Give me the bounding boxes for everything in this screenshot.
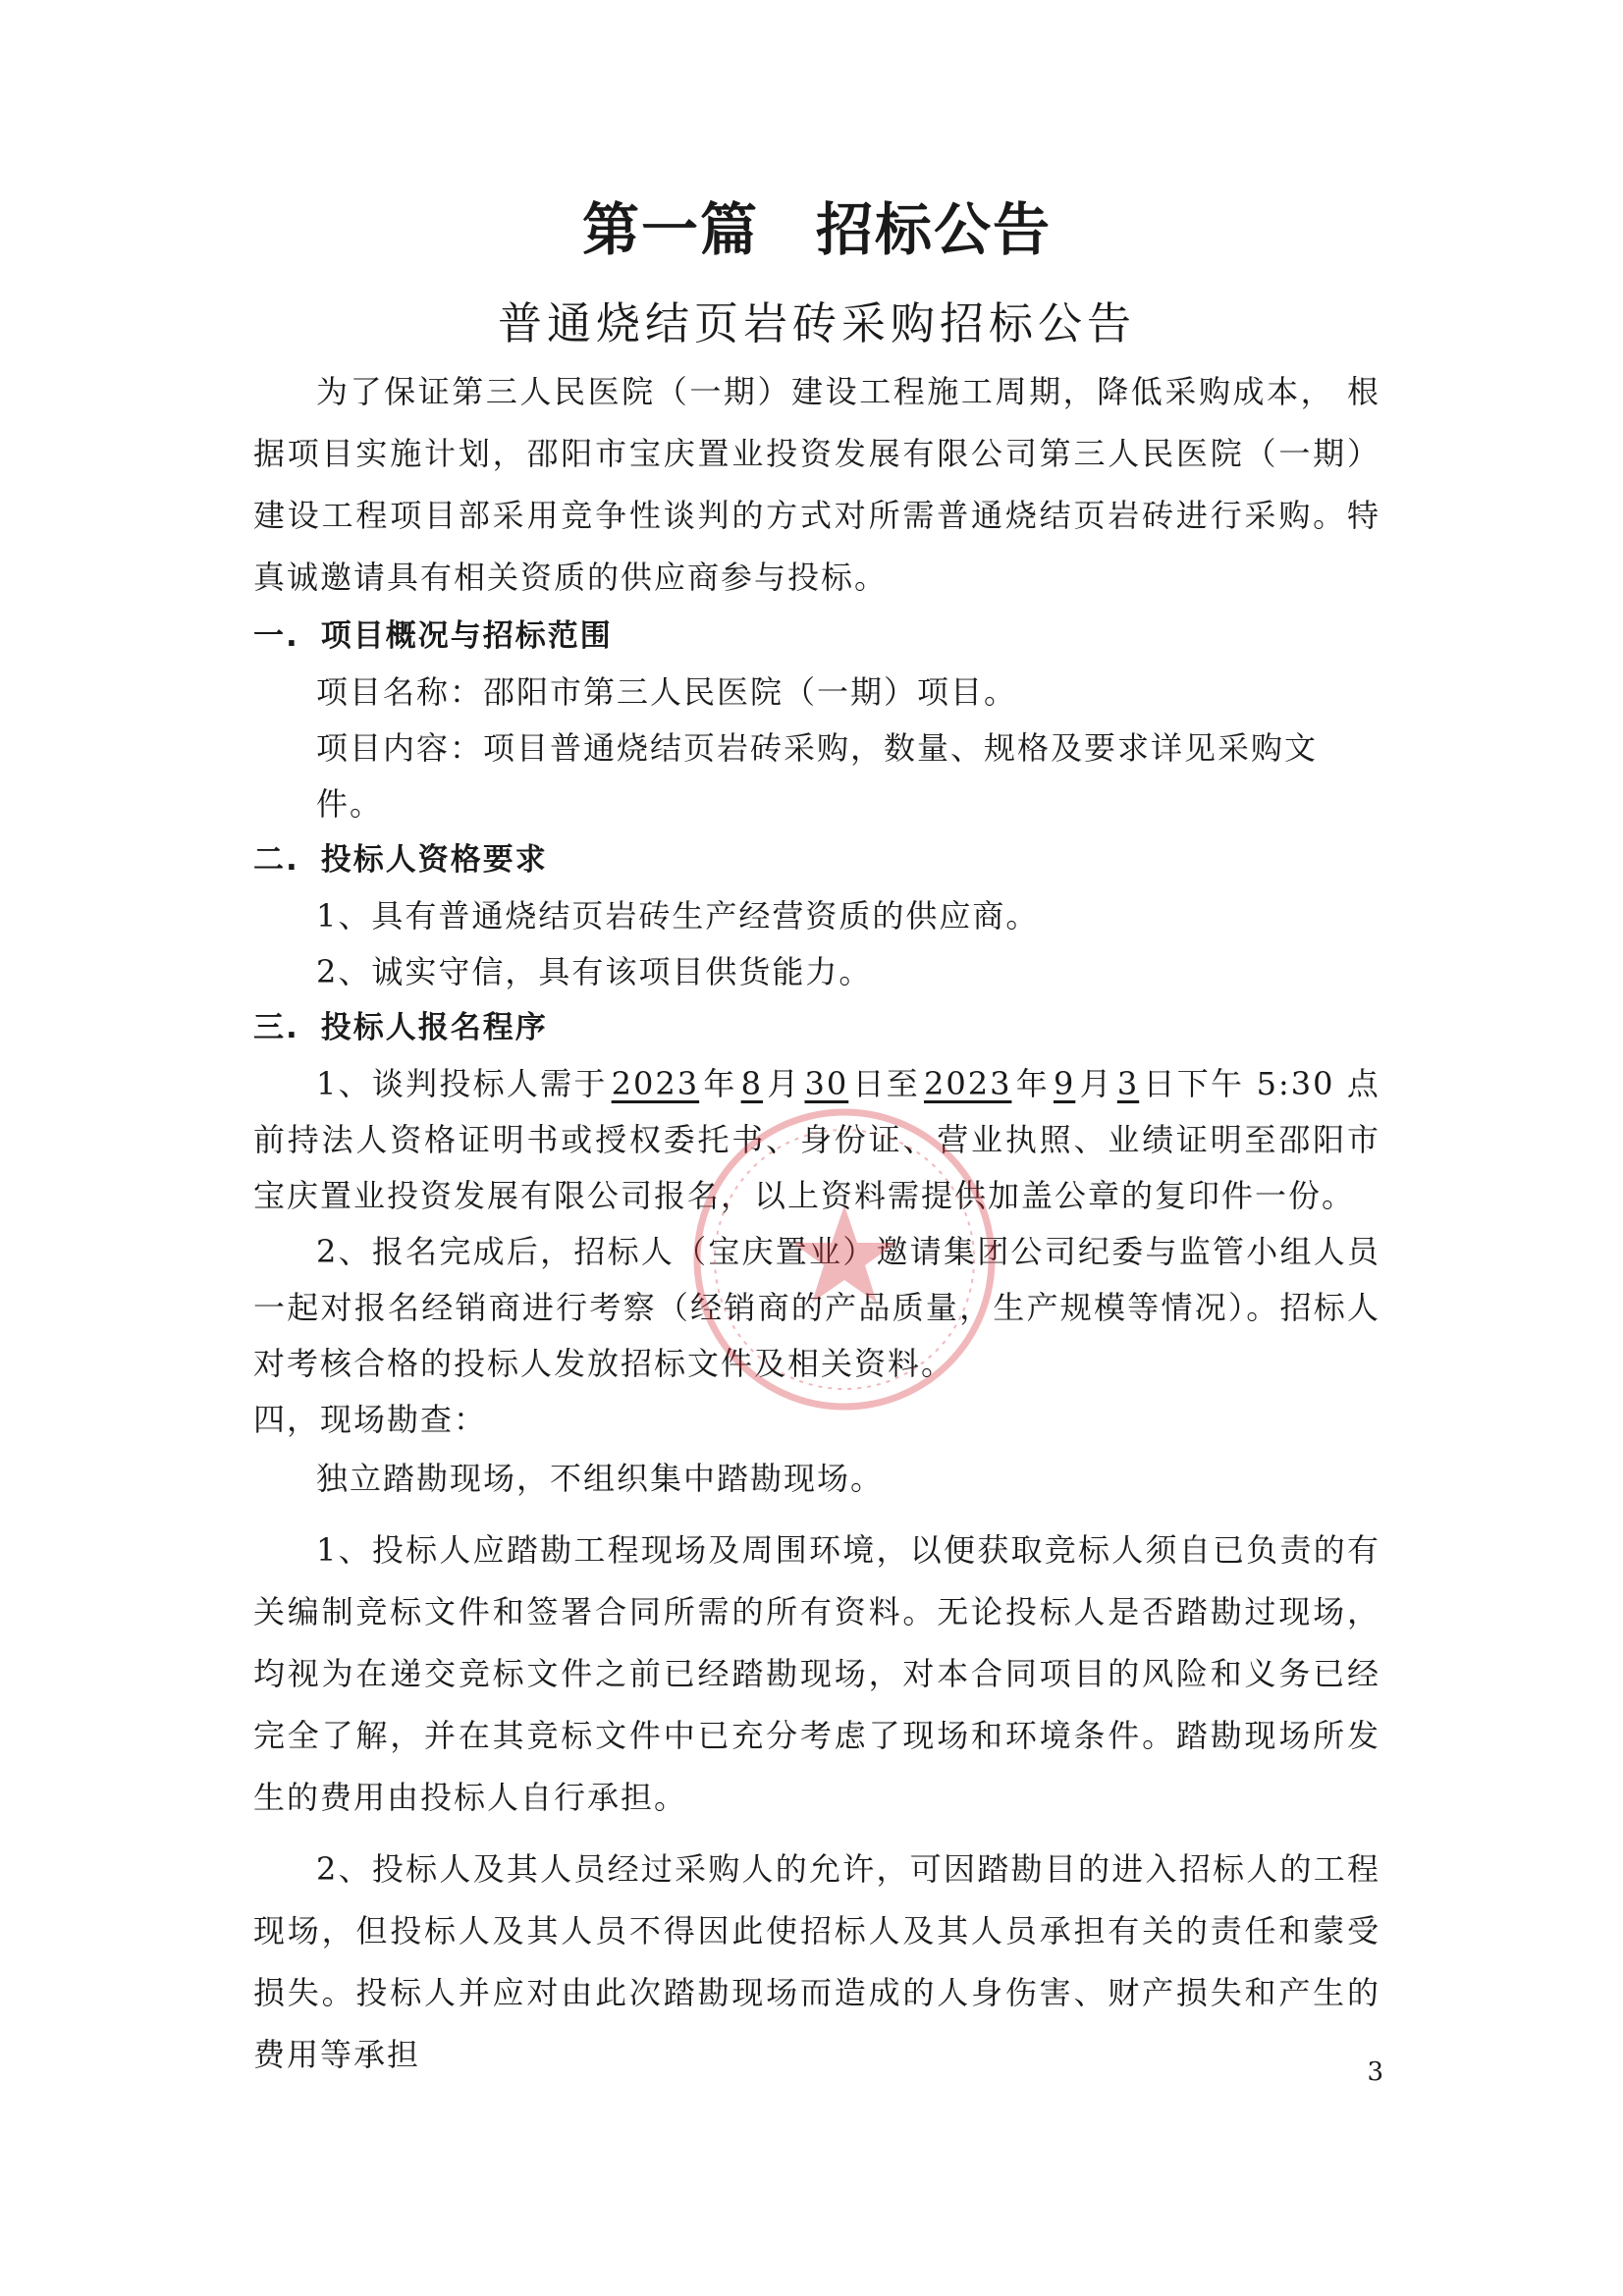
section-1-number: 一. xyxy=(253,618,299,654)
registration-text-a: 1、谈判投标人需于 xyxy=(316,1065,608,1102)
section-2-number: 二. xyxy=(253,842,299,878)
end-day: 3 xyxy=(1116,1065,1140,1102)
section-1-line-1: 项目名称：邵阳市第三人民医院（一期）项目。 xyxy=(316,673,1018,711)
registration-text-b: 年 xyxy=(703,1065,737,1102)
section-3-heading xyxy=(253,1000,1380,1056)
registration-text-c: 月 xyxy=(766,1065,801,1102)
registration-text-f: 月 xyxy=(1079,1065,1113,1102)
section-2-line-1: 1、具有普通烧结页岩砖生产经营资质的供应商。 xyxy=(316,897,1040,934)
page-title xyxy=(253,185,1380,275)
intro-paragraph: 为了保证第三人民医院（一期）建设工程施工周期，降低采购成本， 根据项目实施计划，邵阳市宝庆置业投资发展有限公司第三人民医院（一期）建设工程项目部采用竞争性谈判的方式对所需普通烧结页岩砖进行采购。特真诚邀请具有相关资质的供应商参与投标。 xyxy=(253,373,1380,596)
title-part-1: 第一篇 xyxy=(581,196,759,263)
section-4-paragraph-0: 独立踏勘现场，不组织集中踏勘现场。 xyxy=(316,1460,885,1497)
end-year: 2023 xyxy=(924,1065,1012,1102)
registration-text-d: 日至 xyxy=(852,1065,920,1102)
registration-text-g: 日下午 5:30 点前持法人资格证明书或授权委托书、身份证、营业执照、业绩证明至邵阳市宝庆置业投资发展有限公司报名，以上资料需提供加盖公章的复印件一份。 xyxy=(253,1065,1380,1214)
end-month: 9 xyxy=(1053,1065,1076,1102)
section-3-number: 三. xyxy=(253,1010,299,1045)
section-2-heading xyxy=(253,832,1380,888)
page-subtitle: 普通烧结页岩砖采购招标公告 xyxy=(497,297,1136,349)
title-part-2: 招标公告 xyxy=(816,196,1053,263)
section-3-title: 投标人报名程序 xyxy=(320,1010,548,1045)
start-month: 8 xyxy=(740,1065,763,1102)
section-4-heading: 四，现场勘查： xyxy=(253,1401,488,1438)
section-2-title: 投标人资格要求 xyxy=(320,842,548,878)
page-number: 3 xyxy=(1367,2057,1383,2087)
start-year: 2023 xyxy=(611,1065,700,1102)
section-1-heading xyxy=(253,609,1380,665)
section-1-line-2: 项目内容：项目普通烧结页岩砖采购，数量、规格及要求详见采购文件。 xyxy=(316,729,1319,823)
document-content xyxy=(253,185,1380,2086)
start-day: 30 xyxy=(804,1065,849,1102)
section-3-paragraph-2: 2、报名完成后，招标人（宝庆置业）邀请集团公司纪委与监管小组人员一起对报名经销商进行考察（经销商的产品质量，生产规模等情况）。招标人对考核合格的投标人发放招标文件及相关资料。 xyxy=(253,1233,1380,1382)
section-3-paragraph-1 xyxy=(253,1056,1380,1224)
section-4-paragraph-1: 1、投标人应踏勘工程现场及周围环境，以便获取竞标人须自已负责的有关编制竞标文件和签署合同所需的所有资料。无论投标人是否踏勘过现场，均视为在递交竞标文件之前已经踏勘现场，对本合同项目的风险和义务已经完全了解，并在其竞标文件中已充分考虑了现场和环境条件。踏勘现场所发生的费用由投标人自行承担。 xyxy=(253,1531,1380,1816)
section-2-line-2: 2、诚实守信，具有该项目供货能力。 xyxy=(316,953,873,990)
registration-text-e: 年 xyxy=(1015,1065,1050,1102)
section-4-paragraph-2: 2、投标人及其人员经过采购人的允许，可因踏勘目的进入招标人的工程现场，但投标人及其人员不得因此使招标人及其人员承担有关的责任和蒙受损失。投标人并应对由此次踏勘现场而造成的人身伤害、财产损失和产生的费用等承担 xyxy=(253,1850,1380,2073)
section-1-title: 项目概况与招标范围 xyxy=(320,618,613,654)
